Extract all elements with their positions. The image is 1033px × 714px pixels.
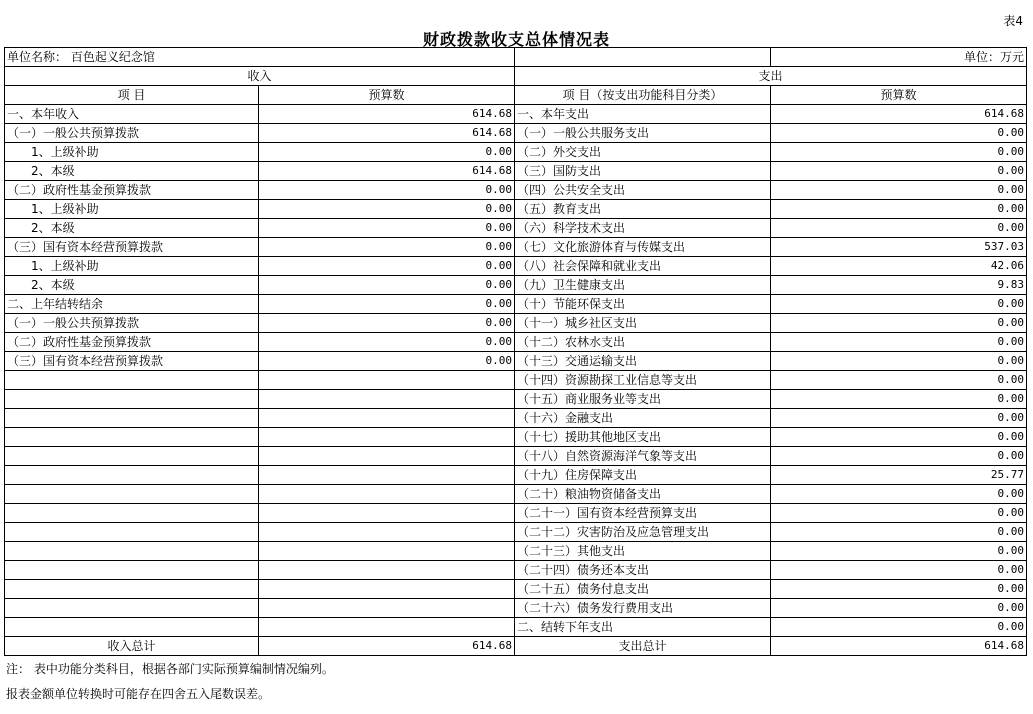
table-row (5, 238, 1027, 257)
income-item (5, 599, 259, 618)
expense-amount: 0.00 (771, 219, 1027, 238)
expense-item: （七）文化旅游体育与传媒支出 (515, 238, 771, 257)
income-item (5, 409, 259, 428)
income-amount: 614.68 (259, 124, 515, 143)
table-row (5, 105, 1027, 124)
income-amount (259, 599, 515, 618)
income-amount (259, 409, 515, 428)
table-row (5, 428, 1027, 447)
expense-amount: 0.00 (771, 162, 1027, 181)
income-amount: 0.00 (259, 276, 515, 295)
income-item (5, 523, 259, 542)
table-row (5, 200, 1027, 219)
income-item (5, 618, 259, 637)
income-header: 收入 (5, 67, 515, 86)
expense-item: （十）节能环保支出 (515, 295, 771, 314)
income-item: 一、本年收入 (5, 105, 259, 124)
table-row (5, 542, 1027, 561)
table-row (5, 523, 1027, 542)
income-item (5, 504, 259, 523)
expense-amount: 0.00 (771, 409, 1027, 428)
income-amount (259, 485, 515, 504)
income-item (5, 542, 259, 561)
expense-item: （十七）援助其他地区支出 (515, 428, 771, 447)
income-item: 1、上级补助 (5, 143, 259, 162)
table-row (5, 352, 1027, 371)
note-2: 报表金额单位转换时可能存在四舍五入尾数误差。 (6, 687, 271, 701)
income-amount (259, 523, 515, 542)
section-header-row (5, 67, 1027, 86)
expense-item: （二十一）国有资本经营预算支出 (515, 504, 771, 523)
income-item: （三）国有资本经营预算拨款 (5, 238, 259, 257)
table-row (5, 618, 1027, 637)
table-row (5, 504, 1027, 523)
table-row (5, 580, 1027, 599)
income-amount: 0.00 (259, 257, 515, 276)
table-row (5, 219, 1027, 238)
income-item: （三）国有资本经营预算拨款 (5, 352, 259, 371)
income-item (5, 390, 259, 409)
table-row (5, 485, 1027, 504)
table-number: 表4 (1003, 14, 1023, 28)
table-row (5, 390, 1027, 409)
income-item-header: 项 目 (5, 86, 259, 105)
expense-item-header: 项 目（按支出功能科目分类） (515, 86, 771, 105)
expense-amount: 0.00 (771, 143, 1027, 162)
expense-amount-header: 预算数 (771, 86, 1027, 105)
table-row (5, 162, 1027, 181)
expense-amount: 537.03 (771, 238, 1027, 257)
income-item (5, 428, 259, 447)
expense-item: （十六）金融支出 (515, 409, 771, 428)
income-item (5, 580, 259, 599)
expense-item: （十一）城乡社区支出 (515, 314, 771, 333)
expense-amount: 0.00 (771, 504, 1027, 523)
expense-amount: 0.00 (771, 580, 1027, 599)
totals-row (5, 637, 1027, 656)
expense-total-label: 支出总计 (515, 637, 771, 656)
income-total-value: 614.68 (259, 637, 515, 656)
page-title: 财政拨款收支总体情况表 (422, 30, 610, 49)
income-item (5, 485, 259, 504)
expense-amount: 25.77 (771, 466, 1027, 485)
expense-item: （二十五）债务付息支出 (515, 580, 771, 599)
column-header-row (5, 86, 1027, 105)
income-amount (259, 428, 515, 447)
expense-amount: 0.00 (771, 314, 1027, 333)
expense-amount: 614.68 (771, 105, 1027, 124)
income-item: （一）一般公共预算拨款 (5, 314, 259, 333)
income-item: 2、本级 (5, 162, 259, 181)
table-row (5, 314, 1027, 333)
income-item: 二、上年结转结余 (5, 295, 259, 314)
expense-item: （二十三）其他支出 (515, 542, 771, 561)
income-amount (259, 561, 515, 580)
expense-amount: 0.00 (771, 485, 1027, 504)
income-amount (259, 390, 515, 409)
income-amount (259, 618, 515, 637)
table-row (5, 599, 1027, 618)
expense-amount: 0.00 (771, 447, 1027, 466)
expense-amount: 0.00 (771, 181, 1027, 200)
expense-item: （八）社会保障和就业支出 (515, 257, 771, 276)
expense-amount: 9.83 (771, 276, 1027, 295)
expense-amount: 0.00 (771, 333, 1027, 352)
expense-amount: 0.00 (771, 371, 1027, 390)
income-amount (259, 371, 515, 390)
income-item (5, 561, 259, 580)
income-item: 2、本级 (5, 219, 259, 238)
expense-item: （五）教育支出 (515, 200, 771, 219)
income-item (5, 447, 259, 466)
income-amount: 0.00 (259, 238, 515, 257)
income-amount: 0.00 (259, 219, 515, 238)
expense-amount: 0.00 (771, 200, 1027, 219)
income-amount: 0.00 (259, 352, 515, 371)
expense-item: （十二）农林水支出 (515, 333, 771, 352)
expense-item: 一、本年支出 (515, 105, 771, 124)
income-item: 1、上级补助 (5, 257, 259, 276)
expense-item: （十五）商业服务业等支出 (515, 390, 771, 409)
income-item (5, 371, 259, 390)
table-row (5, 295, 1027, 314)
income-amount (259, 580, 515, 599)
income-item: （二）政府性基金预算拨款 (5, 181, 259, 200)
expense-item: （六）科学技术支出 (515, 219, 771, 238)
expense-item: （九）卫生健康支出 (515, 276, 771, 295)
expense-item: （二）外交支出 (515, 143, 771, 162)
expense-item: （二十）粮油物资储备支出 (515, 485, 771, 504)
income-item: 2、本级 (5, 276, 259, 295)
expense-item: （四）公共安全支出 (515, 181, 771, 200)
fiscal-table (4, 47, 1027, 656)
income-item: 1、上级补助 (5, 200, 259, 219)
table-row (5, 371, 1027, 390)
expense-amount: 0.00 (771, 390, 1027, 409)
income-amount (259, 447, 515, 466)
income-amount (259, 542, 515, 561)
table-row (5, 466, 1027, 485)
expense-item: （二十六）债务发行费用支出 (515, 599, 771, 618)
expense-item: （二十二）灾害防治及应急管理支出 (515, 523, 771, 542)
table-row (5, 143, 1027, 162)
income-item: （一）一般公共预算拨款 (5, 124, 259, 143)
income-amount (259, 504, 515, 523)
income-amount: 0.00 (259, 333, 515, 352)
expense-amount: 0.00 (771, 618, 1027, 637)
expense-amount: 0.00 (771, 428, 1027, 447)
income-amount: 0.00 (259, 143, 515, 162)
expense-item: （一）一般公共服务支出 (515, 124, 771, 143)
expense-amount: 0.00 (771, 599, 1027, 618)
income-amount (259, 466, 515, 485)
table-row (5, 257, 1027, 276)
income-total-label: 收入总计 (5, 637, 259, 656)
expense-item: （三）国防支出 (515, 162, 771, 181)
income-amount: 0.00 (259, 200, 515, 219)
expense-total-value: 614.68 (771, 637, 1027, 656)
expense-item: （十八）自然资源海洋气象等支出 (515, 447, 771, 466)
table-row (5, 124, 1027, 143)
income-amount: 0.00 (259, 181, 515, 200)
expense-item: （十三）交通运输支出 (515, 352, 771, 371)
expense-amount: 0.00 (771, 352, 1027, 371)
expense-amount: 0.00 (771, 561, 1027, 580)
expense-item: 二、结转下年支出 (515, 618, 771, 637)
expense-item: （十四）资源勘探工业信息等支出 (515, 371, 771, 390)
expense-amount: 0.00 (771, 295, 1027, 314)
table-row (5, 333, 1027, 352)
expense-item: （二十四）债务还本支出 (515, 561, 771, 580)
expense-item: （十九）住房保障支出 (515, 466, 771, 485)
expense-amount: 42.06 (771, 257, 1027, 276)
table-row (5, 447, 1027, 466)
unit-label: 单位：万元 (771, 48, 1027, 67)
income-item (5, 466, 259, 485)
income-amount: 0.00 (259, 314, 515, 333)
table-row (5, 276, 1027, 295)
table-row (5, 181, 1027, 200)
unit-name: 单位名称： 百色起义纪念馆 (5, 48, 515, 67)
expense-amount: 0.00 (771, 124, 1027, 143)
income-amount-header: 预算数 (259, 86, 515, 105)
expense-amount: 0.00 (771, 523, 1027, 542)
expense-amount: 0.00 (771, 542, 1027, 561)
expense-header: 支出 (515, 67, 1027, 86)
note-1: 注： 表中功能分类科目，根据各部门实际预算编制情况编列。 (6, 662, 334, 676)
income-amount: 614.68 (259, 162, 515, 181)
income-item: （二）政府性基金预算拨款 (5, 333, 259, 352)
unit-row (5, 48, 1027, 67)
table-row (5, 409, 1027, 428)
table-row (5, 561, 1027, 580)
income-amount: 614.68 (259, 105, 515, 124)
income-amount: 0.00 (259, 295, 515, 314)
